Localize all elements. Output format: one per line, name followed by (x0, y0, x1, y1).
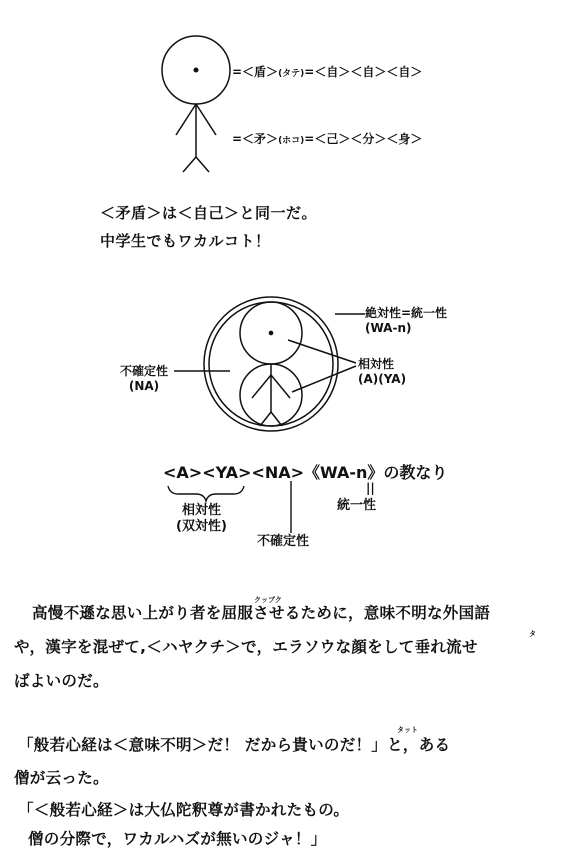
paragraph-1-line-1: 高慢不遜な思い上がり者を屈服させるために，意味不明な外国語 (32, 604, 491, 622)
formula-text: <A><YA><NA>《WA-n》の教なり (163, 463, 448, 482)
paragraph-3-line-2: 僧の分際で，ワカルハズが無いのジャ！」 (28, 830, 327, 848)
formula-uncertain: 不確定性 (257, 534, 310, 549)
relative-brace (168, 486, 244, 501)
head-dot (194, 68, 198, 72)
equation-shield: =＜盾＞(タテ)=＜自＞＜自＞＜自＞ (232, 65, 423, 79)
uncertain-label: 不確定性 (NA) (120, 364, 169, 393)
formula-equals: || (366, 481, 375, 495)
ruby-ta: タ (529, 630, 536, 638)
statement-line-1: ＜矛盾＞は＜自己＞と同一だ。 (100, 204, 318, 222)
formula-relative: 相対性 (双対性) (176, 503, 227, 534)
ruby-kuppuku: クップク (254, 596, 282, 604)
paragraph-3-line-1: 「＜般若心経＞は大仏陀釈尊が書かれたもの。 (18, 801, 350, 819)
right-leg (196, 157, 209, 172)
formula-unity: 統一性 (337, 498, 377, 513)
stick-figure (162, 36, 230, 172)
right-arm (196, 104, 216, 135)
statement-line-2: 中学生でもワカルコト！ (100, 232, 271, 250)
absolute-label: 絶対性=統一性 (WA-n) (365, 306, 448, 335)
equation-spear: =＜矛＞(ホコ)=＜己＞＜分＞＜身＞ (232, 132, 423, 146)
relative-label: 相対性 (A)(YA) (358, 357, 407, 386)
paragraph-2-line-2: 僧が云った。 (14, 769, 109, 787)
circle-diagram (174, 297, 365, 431)
paragraph-1-line-2: や，漢字を混ぜて,＜ハヤクチ＞で，エラソウな顔をして垂れ流せ (14, 638, 478, 656)
paragraph-1-line-3: ばよいのだ。 (14, 672, 109, 690)
left-arm (176, 104, 196, 135)
paragraph-2-line-1: 「般若心経は＜意味不明＞だ！ だから貴いのだ！」と，ある (18, 736, 451, 754)
relative-leader-2 (292, 366, 356, 392)
left-leg (183, 157, 196, 172)
relative-leader-1 (288, 340, 356, 363)
ruby-tatto: タット (397, 726, 418, 734)
